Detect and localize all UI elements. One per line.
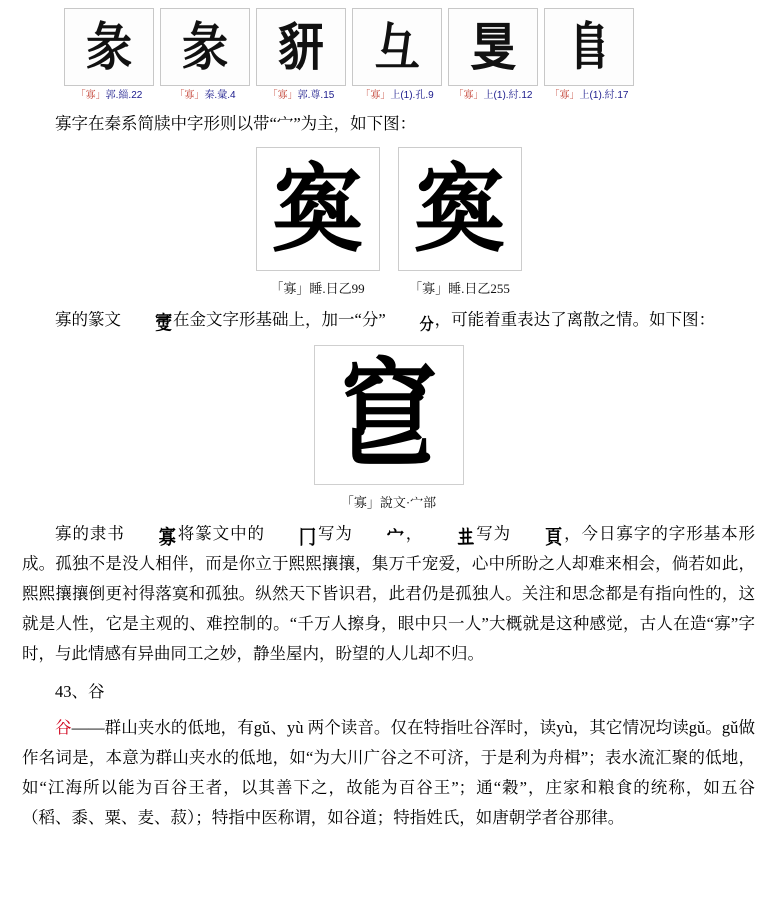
figure-cell [256, 147, 380, 299]
glyph-cell [64, 8, 154, 103]
inline-glyph-jiong: 冂 [299, 526, 316, 550]
inline-glyph-mian: 宀 [386, 526, 404, 550]
figure-glyph-image [314, 345, 464, 485]
figure-glyph-char: 寏 [271, 152, 364, 266]
para2-suffix: ，可能着重表达了离散之情。如下图： [434, 310, 716, 329]
inline-glyph-seal-gua: 𡩠 [155, 312, 172, 336]
figure-caption: 「寡」睡.日乙255 [409, 281, 510, 296]
glyph-cell [544, 8, 634, 103]
paragraph-clerical-script [22, 519, 755, 669]
glyph-cell [160, 8, 250, 103]
glyph-image [256, 8, 346, 86]
glyph-image [352, 8, 442, 86]
inline-glyph-fen: 分 [419, 315, 434, 335]
glyph-caption-head: 「寡」 [174, 90, 205, 101]
para3-f: ，今日寡字的字形基本形成。孤独不是没人相伴，而是你立于熙熙攘攘，集万千宠爱，心中所盼之人却难来相会，倘若如此，熙熙攘攘倒更衬得落寞和孤独。纵然天下皆识君，此君仍是孤独人。关注和思念都是有指向性的，这就是人性，它是主观的、难控制的。“千万人擦身，眼中只一人”大概就是这种感觉，古人在造“寡”字时，与此情感有异曲同工之妙，静坐屋内，盼望的人儿却不归。 [22, 524, 756, 663]
glyph-caption-head: 「寡」 [267, 90, 298, 101]
document-page [0, 8, 777, 912]
figure-glyph-image [256, 147, 380, 271]
figure-cell [398, 147, 522, 299]
figure-shuowen-seal [22, 345, 755, 513]
glyph-cell [256, 8, 346, 103]
glyph-image [448, 8, 538, 86]
glyph-strip [64, 8, 755, 103]
inline-glyph-li-gua: 寡 [158, 526, 176, 550]
paragraph-gu-definition [22, 713, 755, 833]
para3-c: 写为 [317, 524, 353, 543]
glyph-caption-rest: 秦.彙.4 [204, 90, 236, 101]
glyph-char: 𥄎 [470, 16, 516, 78]
glyph-caption [550, 89, 629, 103]
glyph-char: 𨸏 [566, 16, 612, 78]
glyph-caption-rest: 郭.緇.22 [105, 90, 143, 101]
inline-glyph-ye: 頁 [545, 526, 563, 550]
glyph-char: 彖 [182, 16, 228, 78]
glyph-caption-rest: 上(1).紂.12 [483, 90, 533, 101]
glyph-char: 𧲨 [278, 16, 324, 78]
glyph-caption-rest: 郭.尊.15 [297, 90, 335, 101]
para3-b: 将篆文中的 [176, 524, 265, 543]
glyph-caption-head: 「寡」 [360, 90, 391, 101]
glyph-caption-head: 「寡」 [453, 90, 484, 101]
glyph-caption-head: 「寡」 [75, 90, 106, 101]
headword-gu: 谷 [55, 718, 72, 737]
para2-mid: 在金文字形基础上，加一“分” [173, 310, 386, 329]
glyph-caption-rest: 上(1).紂.17 [579, 90, 629, 101]
para3-a: 寡的隶书 [55, 524, 125, 543]
figure-glyph-char: 寏 [413, 152, 506, 266]
glyph-char: 彖 [86, 16, 132, 78]
glyph-image [544, 8, 634, 86]
glyph-image [64, 8, 154, 86]
glyph-caption-rest: 上(1).孔.9 [390, 90, 434, 101]
glyph-caption [454, 89, 533, 103]
paragraph-seal-script [22, 305, 755, 335]
glyph-caption [268, 89, 335, 103]
glyph-caption [174, 89, 235, 103]
figure-caption: 「寡」睡.日乙99 [270, 281, 365, 296]
glyph-cell [352, 8, 442, 103]
glyph-caption-head: 「寡」 [549, 90, 580, 101]
glyph-image [160, 8, 250, 86]
inline-glyph-seal-component: 𠀎 [457, 526, 475, 550]
glyph-char: 彑 [374, 16, 420, 78]
figure-glyph-image [398, 147, 522, 271]
para3-e: 写为 [475, 524, 512, 543]
figure-glyph-char: 䆞 [339, 345, 438, 484]
section-heading-43-gu: 43、谷 [55, 682, 105, 701]
glyph-caption [76, 89, 143, 103]
paragraph-qin-script: 寡字在秦系简牍中字形则以带“宀”为主，如下图： [55, 114, 417, 133]
glyph-caption [360, 89, 433, 103]
glyph-cell [448, 8, 538, 103]
figure-caption: 「寡」說文·宀部 [340, 495, 437, 510]
para3-d: ， [404, 524, 424, 543]
figure-two-glyphs [22, 147, 755, 299]
para4-text: ——群山夹水的低地，有gǔ、yù 两个读音。仅在特指吐谷浑时，读yù，其它情况均读gǔ。gǔ做作名词是，本意为群山夹水的低地，如“为大川广谷之不可济，于是利为舟楫”；表水流汇聚的低地，如“江海所以能为百谷王者，以其善下之，故能为百谷王”；通“穀”，庄家和粮食的统称，如五谷（稻、黍、粟、麦、菽）；特指中医称谓，如谷道；特指姓氏，如唐朝学者谷那律。 [22, 718, 756, 827]
para2-prefix: 寡的篆文 [55, 310, 121, 329]
